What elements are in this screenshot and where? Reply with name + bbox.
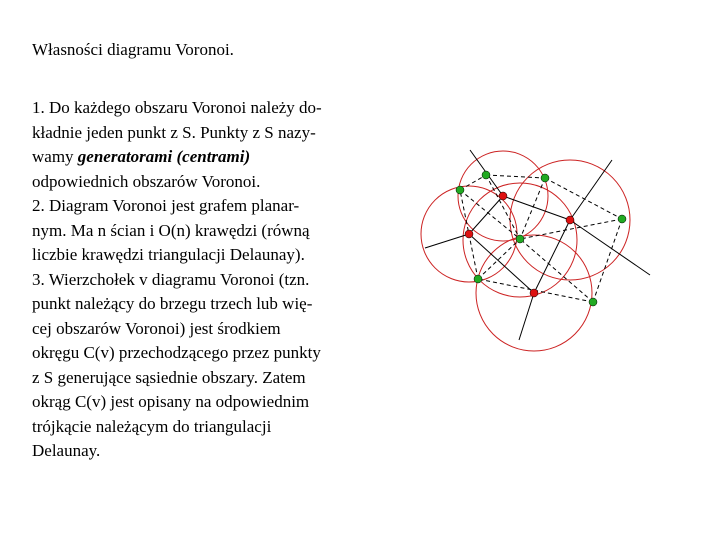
voronoi-edge xyxy=(570,160,612,220)
delaunay-edge xyxy=(486,175,520,239)
text-line: liczbie krawędzi triangulacji Delaunay). xyxy=(32,245,305,264)
text-line: 3. Wierzchołek v diagramu Voronoi (tzn. xyxy=(32,269,310,289)
slide-title: Własności diagramu Voronoi. xyxy=(32,40,234,59)
delaunay-edge xyxy=(486,175,545,178)
emphasis-term: generatorami (centrami) xyxy=(77,147,251,166)
voronoi-vertex xyxy=(499,192,507,200)
generator-point xyxy=(482,171,490,179)
text-line: trójkącie należącym do triangulacji xyxy=(32,416,272,436)
text-line: okręgu C(v) przechodzącego przez punkty xyxy=(32,343,321,362)
voronoi-edge xyxy=(570,220,650,275)
voronoi-vertex xyxy=(465,230,473,238)
generator-point xyxy=(589,298,597,306)
generator-point xyxy=(474,275,482,283)
delaunay-edge xyxy=(545,178,622,219)
text-line-start: wamy xyxy=(32,147,78,166)
delaunay-edge xyxy=(478,239,520,279)
delaunay-edge xyxy=(593,219,622,302)
generator-point xyxy=(516,235,524,243)
text-line: nym. Ma n ścian i O(n) krawędzi (równą xyxy=(32,220,310,240)
text-line: z S generujące sąsiednie obszary. Zatem xyxy=(32,367,306,387)
text-line: okrąg C(v) jest opisany na odpowiednim xyxy=(32,392,310,411)
generator-point xyxy=(456,186,464,194)
voronoi-edge xyxy=(534,220,570,293)
generator-point xyxy=(618,215,626,223)
text-line: odpowiednich obszarów Voronoi. xyxy=(32,171,261,191)
voronoi-edge xyxy=(469,196,503,234)
text-line: cej obszarów Voronoi) jest środkiem xyxy=(32,318,281,338)
voronoi-edges xyxy=(425,150,650,340)
generators xyxy=(456,171,626,306)
generator-point xyxy=(541,174,549,182)
text-line: punkt należący do brzegu trzech lub wię- xyxy=(32,294,313,313)
text-line: 1. Do każdego obszaru Voronoi należy do- xyxy=(32,98,322,117)
text-line: 2. Diagram Voronoi jest grafem planar- xyxy=(32,196,300,215)
voronoi-edge xyxy=(425,234,469,248)
text-line: Delaunay. xyxy=(32,441,101,460)
voronoi-vertex xyxy=(530,289,538,297)
text-line: kładnie jeden punkt z S. Punkty z S nazy- xyxy=(32,122,316,142)
voronoi-vertex xyxy=(566,216,574,224)
voronoi-edge xyxy=(519,293,534,340)
